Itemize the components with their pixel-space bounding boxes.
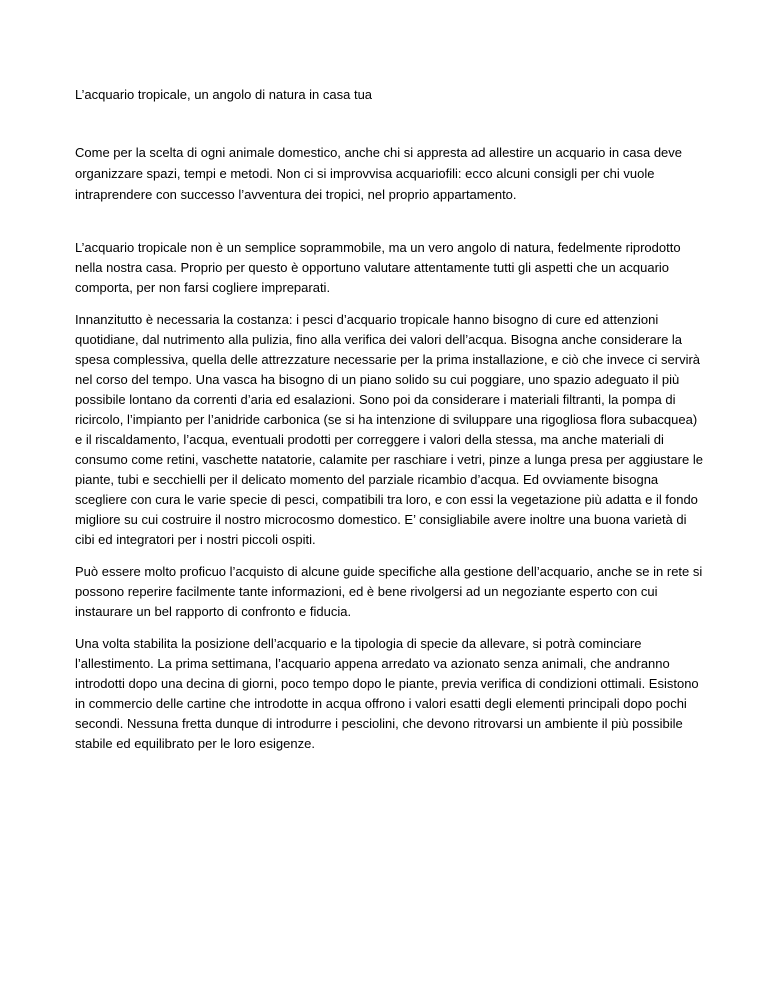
- document-title: L’acquario tropicale, un angolo di natura in casa tua: [75, 87, 373, 102]
- intro-paragraph: Come per la scelta di ogni animale domestico, anche chi si appresta ad allestire un acquario in casa deve organizzare spazi, tempi e metodi. Non ci si improvvisa acquariofili: ecco alcuni consigli per chi vuole intraprendere con successo l’avventura dei tropici, nel proprio appartamento.: [75, 145, 683, 202]
- body-paragraph-3: Può essere molto proficuo l’acquisto di alcune guide specifiche alla gestione dell’acquario, anche se in rete si possono reperire facilmente tante informazioni, ed è bene rivolgersi ad un negoziante esperto con cui instaurare un bel rapporto di confronto e fiducia.: [75, 564, 703, 619]
- body-paragraph-1: L’acquario tropicale non è un semplice soprammobile, ma un vero angolo di natura, fedelmente riprodotto nella nostra casa. Proprio per questo è opportuno valutare attentamente tutti gli aspetti che un acquario comporta, per non farsi cogliere impreparati.: [75, 240, 681, 295]
- body-paragraph-2: Innanzitutto è necessaria la costanza: i pesci d’acquario tropicale hanno bisogno di cure ed attenzioni quotidiane, dal nutrimento alla pulizia, fino alla verifica dei valori dell’acqua. Bisogna anche considerare la spesa complessiva, quella delle attrezzature necessarie per la prima installazione, e ciò che invece ci servirà nel corso del tempo. Una vasca ha bisogno di un piano solido su cui poggiare, uno spazio adeguato il più possibile lontano da correnti d’aria ed esalazioni. Sono poi da considerare i materiali filtranti, la pompa di ricircolo, l’impianto per l’anidride carbonica (se si ha intenzione di sviluppare una rigogliosa flora subacquea) e il riscaldamento, l’acqua, eventuali prodotti per correggere i valori della stessa, ma anche materiali di consumo come retini, vaschette natatorie, calamite per raschiare i vetri, pinze a lunga presa per aggiustare le piante, tubi e secchielli per il delicato momento del parziale ricambio d’acqua. Ed ovviamente bisogna scegliere con cura le varie specie di pesci, compatibili tra loro, e con essi la vegetazione più adatta e il fondo migliore su cui costruire il nostro microcosmo domestico. E’ consigliabile avere inoltre una buona varietà di cibi ed integratori per i nostri piccoli ospiti.: [75, 312, 703, 547]
- body-paragraph-4: Una volta stabilita la posizione dell’acquario e la tipologia di specie da allevare, si potrà cominciare l’allestimento. La prima settimana, l’acquario appena arredato va azionato senza animali, che andranno introdotti dopo una decina di giorni, poco tempo dopo le piante, previa verifica di condizioni ottimali. Esistono in commercio delle cartine che introdotte in acqua offrono i valori esatti degli elementi principali dopo pochi secondi. Nessuna fretta dunque di introdurre i pesciolini, che devono ritrovarsi un ambiente il più possibile stabile ed equilibrato per le loro esigenze.: [75, 636, 699, 751]
- document-body: [75, 238, 705, 766]
